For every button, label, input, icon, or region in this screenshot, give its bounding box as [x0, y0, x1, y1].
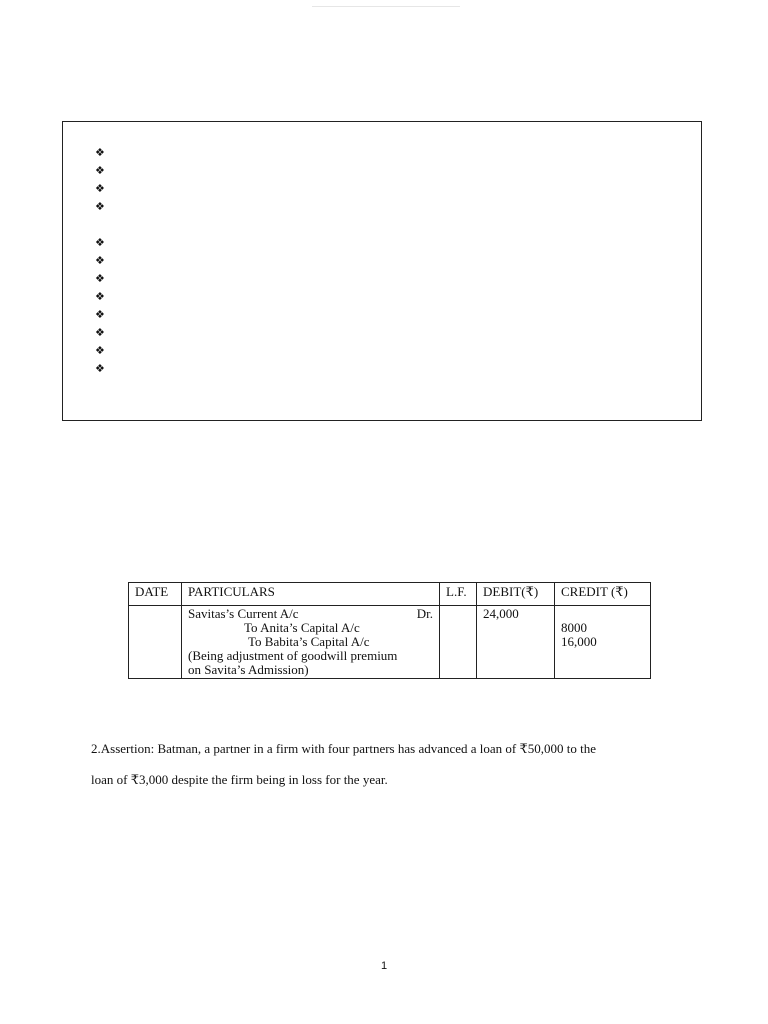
- narration-line-1: (Being adjustment of goodwill premium: [188, 648, 398, 663]
- bullet-icon: ❖: [95, 326, 105, 339]
- table-row: [129, 606, 651, 679]
- bullet-icon: ❖: [95, 182, 105, 195]
- bullet-icon: ❖: [95, 164, 105, 177]
- date-cell: [129, 606, 182, 679]
- narration-line-2: on Savita’s Admission): [188, 662, 309, 677]
- column-header-debit: DEBIT(₹): [477, 583, 555, 606]
- credit-amount-anita: 8000: [561, 620, 587, 635]
- debit-amount: 24,000: [483, 606, 519, 621]
- credit-cell: [555, 606, 651, 679]
- bullet-icon: ❖: [95, 308, 105, 321]
- bullet-icon: ❖: [95, 254, 105, 267]
- debit-cell: [477, 606, 555, 679]
- lf-cell: [440, 606, 477, 679]
- column-header-particulars: PARTICULARS: [182, 583, 440, 606]
- column-header-lf: L.F.: [440, 583, 477, 606]
- bullet-icon: ❖: [95, 146, 105, 159]
- bullet-icon: ❖: [95, 290, 105, 303]
- credit-amount-babita: 16,000: [561, 634, 597, 649]
- table-header-row: [129, 583, 651, 606]
- column-header-credit: CREDIT (₹): [555, 583, 651, 606]
- credit-account-babita: To Babita’s Capital A/c: [248, 634, 370, 649]
- particulars-cell: [182, 606, 440, 679]
- page-number: 1: [380, 960, 388, 972]
- bullet-icon: ❖: [95, 272, 105, 285]
- credit-account-anita: To Anita’s Capital A/c: [244, 620, 360, 635]
- bullet-list-box: [62, 121, 702, 421]
- column-header-date: DATE: [129, 583, 182, 606]
- header-rule: [312, 6, 460, 7]
- debit-account: Savitas’s Current A/c: [188, 606, 299, 621]
- bullet-icon: ❖: [95, 236, 105, 249]
- bullet-icon: ❖: [95, 362, 105, 375]
- question-line-2: loan of ₹3,000 despite the firm being in loss for the year.: [91, 772, 388, 787]
- bullet-icon: ❖: [95, 200, 105, 213]
- journal-entry-table: [128, 582, 651, 679]
- debit-line: [188, 607, 433, 621]
- question-line-1: 2.Assertion: Batman, a partner in a firm with four partners has advanced a loan of ₹50,000 to the: [91, 741, 597, 756]
- dr-marker: Dr.: [416, 606, 433, 621]
- bullet-icon: ❖: [95, 344, 105, 357]
